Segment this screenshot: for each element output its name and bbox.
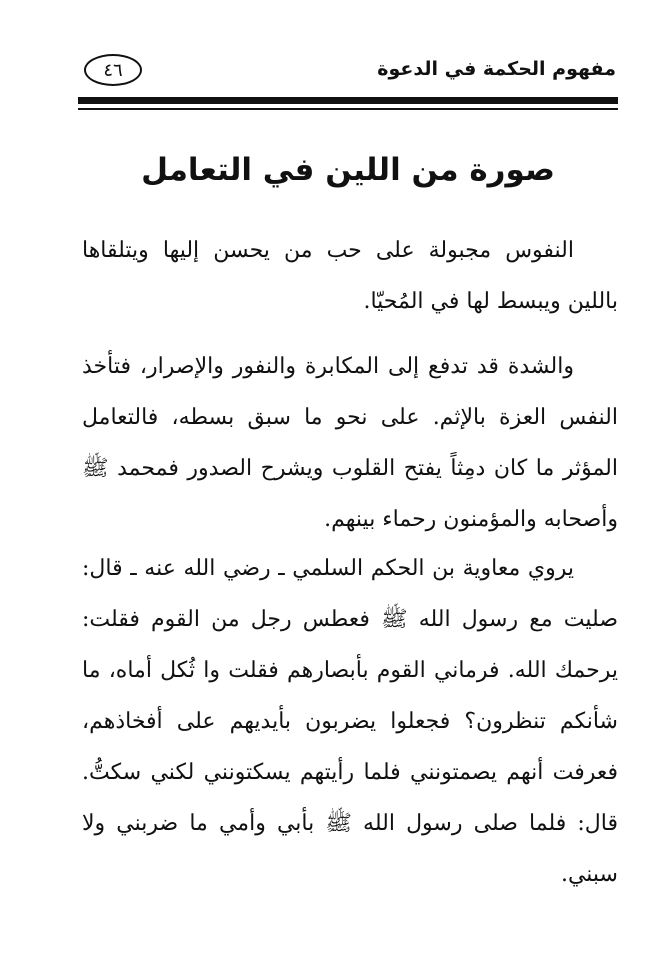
- page-number: ٤٦: [84, 54, 142, 86]
- paragraph-2: والشدة قد تدفع إلى المكابرة والنفور والإصرار، فتأخذ النفس العزة بالإثم. على نحو ما سبق بسطه، فالتعامل المؤثر ما كان دمِثاً يفتح القلوب ويشرح الصدور فمحمد ﷺ وأصحابه والمؤمنون رحماء بينهم.: [82, 354, 618, 532]
- section-title: صورة من اللين في التعامل: [141, 152, 555, 188]
- header-rule-thin: [78, 108, 618, 110]
- running-title: مفهوم الحكمة في الدعوة: [377, 58, 616, 80]
- paragraph-1: النفوس مجبولة على حب من يحسن إليها ويتلقاها باللين ويبسط لها في المُحيّا.: [82, 238, 618, 314]
- header-rule-thick: [78, 97, 618, 104]
- page-header: [84, 54, 616, 94]
- paragraph-3: يروي معاوية بن الحكم السلمي ـ رضي الله عنه ـ قال: صليت مع رسول الله ﷺ فعطس رجل من القوم فقلت: يرحمك الله. فرماني القوم بأبصارهم فقلت وا ثُكل أماه، ما شأنكم تنظرون؟ فجعلوا يضربون بأيديهم على أفخاذهم، فعرفت أنهم يصمتونني فلما رأيتهم يسكتونني لكني سكتُّ. قال: فلما صلى رسول الله ﷺ بأبي وأمي ما ضربني ولا سبني.: [82, 556, 618, 887]
